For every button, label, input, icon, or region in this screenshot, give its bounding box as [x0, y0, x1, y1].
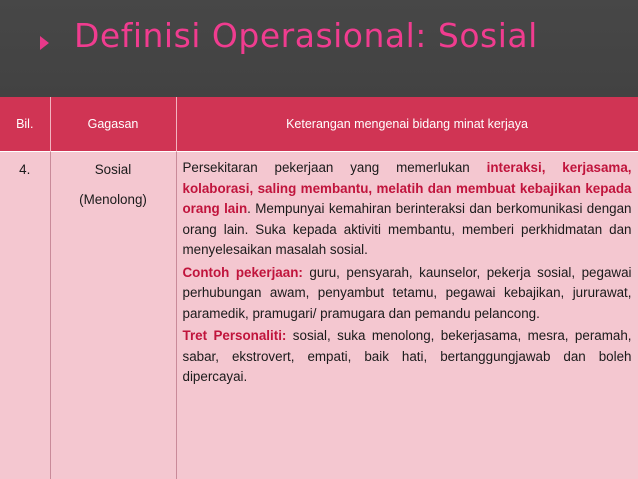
- career-table: [0, 97, 638, 479]
- para1-highlight: interaksi, kerjasama, kolaborasi, saling membantu, melatih dan membuat kebajikan kepada orang lain: [182, 160, 632, 216]
- table-header-row: [0, 97, 638, 152]
- cell-gagasan: [50, 152, 176, 479]
- header-gagasan: Gagasan: [50, 97, 176, 152]
- title-bar: [0, 0, 638, 97]
- bullet-arrow-icon: [40, 36, 49, 50]
- para1-lead: Persekitaran pekerjaan yang memerlukan: [182, 160, 487, 175]
- cell-bil: [0, 152, 50, 479]
- bil-number: 4.: [19, 162, 31, 177]
- example-jobs-text: guru, pensyarah, kaunselor, pekerja sosial, pegawai perhubungan awam, penyambut tetamu, pegawai kebajikan, jururawat, paramedik, pramugari/ pramugara dan pemandu pelancong.: [182, 264, 632, 321]
- description: [177, 152, 638, 388]
- example-jobs-paragraph: [183, 263, 632, 325]
- header-bil: Bil.: [0, 97, 50, 152]
- slide-title: Definisi Operasional: Sosial: [74, 16, 538, 55]
- example-jobs-label: Contoh pekerjaan:: [182, 264, 303, 280]
- table-row: [0, 152, 638, 479]
- gagasan-subtitle: (Menolong): [79, 192, 147, 207]
- para1-rest: . Mempunyai kemahiran berinteraksi dan berkomunikasi dengan orang lain. Suka kepada aktiviti membantu, memberi perkhidmatan dan menyelesaikan masalah sosial.: [182, 201, 632, 257]
- header-keterangan: Keterangan mengenai bidang minat kerjaya: [176, 97, 638, 152]
- cell-keterangan: [176, 152, 638, 479]
- personality-label: Tret Personaliti:: [182, 328, 287, 343]
- personality-text: sosial, suka menolong, bekerjasama, mesra, peramah, sabar, ekstrovert, empati, baik hati, bertanggungjawab dan boleh dipercayai.: [182, 328, 632, 384]
- description-paragraph: [183, 158, 632, 261]
- gagasan-name: Sosial: [94, 162, 132, 177]
- gagasan-text: [51, 145, 176, 215]
- personality-paragraph: [183, 326, 632, 388]
